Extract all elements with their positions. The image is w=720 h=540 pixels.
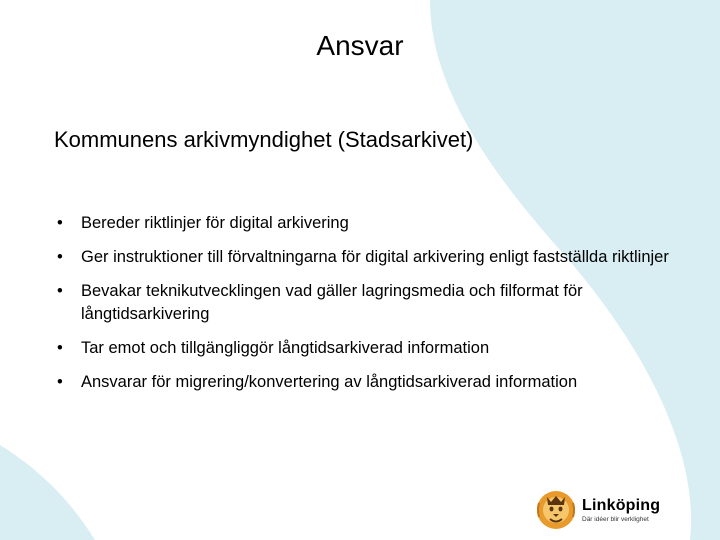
bullet-dot-icon: •: [57, 214, 63, 232]
bullet-text: Bevakar teknikutvecklingen vad gäller lagringsmedia och filformat för långtidsarkivering: [81, 282, 583, 323]
bullet-item: [54, 246, 694, 269]
bullet-text: Ansvarar för migrering/konvertering av långtidsarkiverad information: [81, 373, 578, 391]
bullet-dot-icon: •: [57, 248, 63, 266]
lion-crest-icon: [536, 489, 576, 531]
logo-tagline: Där idéer blir verklighet: [582, 515, 649, 523]
logo-name: Linköping: [582, 496, 661, 514]
bullet-text: Bereder riktlinjer för digital arkivering: [81, 214, 349, 232]
bullet-dot-icon: •: [57, 373, 63, 391]
bullet-text: Tar emot och tillgängliggör långtidsarkiverad information: [81, 339, 490, 357]
linkoping-logo: [536, 488, 676, 532]
bullet-item: [54, 337, 694, 360]
bullet-item: [54, 212, 694, 235]
bullet-item: [54, 371, 694, 394]
bullet-item: [54, 280, 694, 326]
bullet-dot-icon: •: [57, 282, 63, 300]
bullet-list: [54, 212, 694, 405]
slide-subtitle: Kommunens arkivmyndighet (Stadsarkivet): [54, 127, 474, 152]
slide-title: Ansvar: [316, 30, 404, 61]
bullet-dot-icon: •: [57, 339, 63, 357]
bullet-text: Ger instruktioner till förvaltningarna för digital arkivering enligt fastställda riktlinjer: [81, 248, 669, 266]
